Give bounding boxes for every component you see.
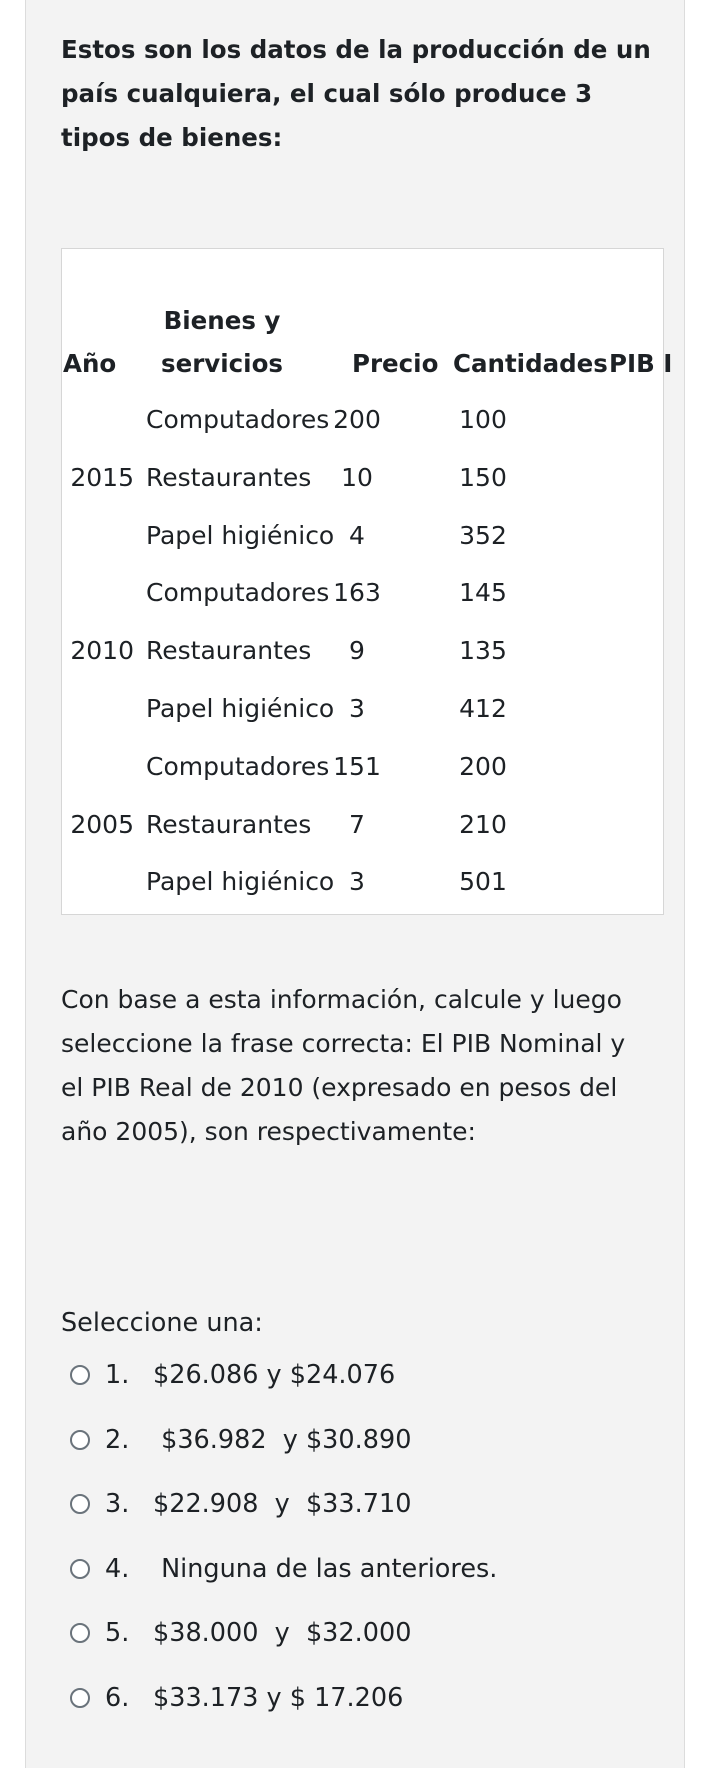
option-1[interactable] (70, 1355, 630, 1395)
radio-button[interactable] (70, 1559, 90, 1579)
cell-good: Computadores (146, 578, 330, 608)
cell-price: 200 (333, 405, 381, 434)
option-5[interactable] (70, 1613, 630, 1653)
header-quantity: Cantidades (453, 349, 608, 378)
cell-price: 3 (349, 867, 365, 897)
cell-year: 2005 (70, 809, 134, 839)
cell-quantity: 100 (459, 405, 507, 434)
option-number: 3. (105, 1489, 130, 1520)
cell-price: 9 (349, 636, 365, 666)
radio-button[interactable] (70, 1365, 90, 1385)
header-goods-line2: servicios (161, 349, 283, 378)
option-number: 6. (105, 1683, 130, 1713)
production-table (61, 248, 673, 915)
cell-good: Restaurantes (146, 636, 312, 666)
cell-price: 4 (349, 520, 365, 550)
option-label: $38.000 y $32.000 (153, 1618, 412, 1649)
option-label: $26.086 y $24.076 (153, 1360, 396, 1390)
select-label: Seleccione una: (61, 1308, 263, 1338)
cell-price: 7 (349, 809, 365, 839)
option-label: Ninguna de las anteriores. (153, 1553, 498, 1584)
option-number: 2. (105, 1424, 130, 1455)
option-number: 5. (105, 1618, 130, 1649)
header-price: Precio (352, 349, 439, 378)
option-3[interactable] (70, 1484, 630, 1524)
cell-price: 151 (333, 751, 381, 781)
option-label: $36.982 y $30.890 (153, 1424, 412, 1455)
cell-price: 10 (341, 462, 373, 492)
option-number: 1. (105, 1360, 130, 1390)
question-panel (25, 0, 685, 1768)
cell-quantity: 200 (459, 751, 507, 781)
header-gdp: PIB I (609, 349, 673, 378)
header-year: Año (63, 349, 117, 378)
cell-good: Computadores (146, 751, 330, 781)
question-text: Con base a esta información, calcule y luego seleccione la frase correcta: El PIB Nominal y el PIB Real de 2010 (expresado en pesos del año 2005), son respectivamente: (61, 985, 626, 1146)
option-2[interactable] (70, 1420, 630, 1460)
cell-good: Computadores (146, 405, 330, 434)
option-label: $33.173 y $ 17.206 (153, 1683, 404, 1713)
cell-good: Papel higiénico (146, 520, 335, 550)
cell-year: 2015 (70, 462, 134, 492)
cell-good: Papel higiénico (146, 867, 335, 897)
option-number: 4. (105, 1553, 130, 1584)
radio-button[interactable] (70, 1688, 90, 1708)
cell-quantity: 501 (459, 867, 507, 897)
cell-quantity: 352 (459, 520, 507, 550)
radio-button[interactable] (70, 1623, 90, 1643)
cell-quantity: 135 (459, 636, 507, 666)
option-4[interactable] (70, 1549, 630, 1589)
cell-quantity: 145 (459, 578, 507, 608)
radio-button[interactable] (70, 1494, 90, 1514)
cell-good: Restaurantes (146, 462, 312, 492)
cell-price: 163 (333, 578, 381, 608)
cell-good: Restaurantes (146, 809, 312, 839)
cell-year: 2010 (70, 636, 134, 666)
cell-quantity: 210 (459, 809, 507, 839)
cell-good: Papel higiénico (146, 694, 335, 723)
radio-button[interactable] (70, 1430, 90, 1450)
question-intro: Estos son los datos de la producción de un país cualquiera, el cual sólo produce 3 tipos de bienes: (61, 35, 651, 152)
cell-quantity: 150 (459, 462, 507, 492)
cell-quantity: 412 (459, 694, 507, 723)
header-goods-line1: Bienes y (163, 306, 281, 335)
option-label: $22.908 y $33.710 (153, 1489, 412, 1520)
option-6[interactable] (70, 1678, 630, 1718)
cell-price: 3 (349, 694, 365, 723)
